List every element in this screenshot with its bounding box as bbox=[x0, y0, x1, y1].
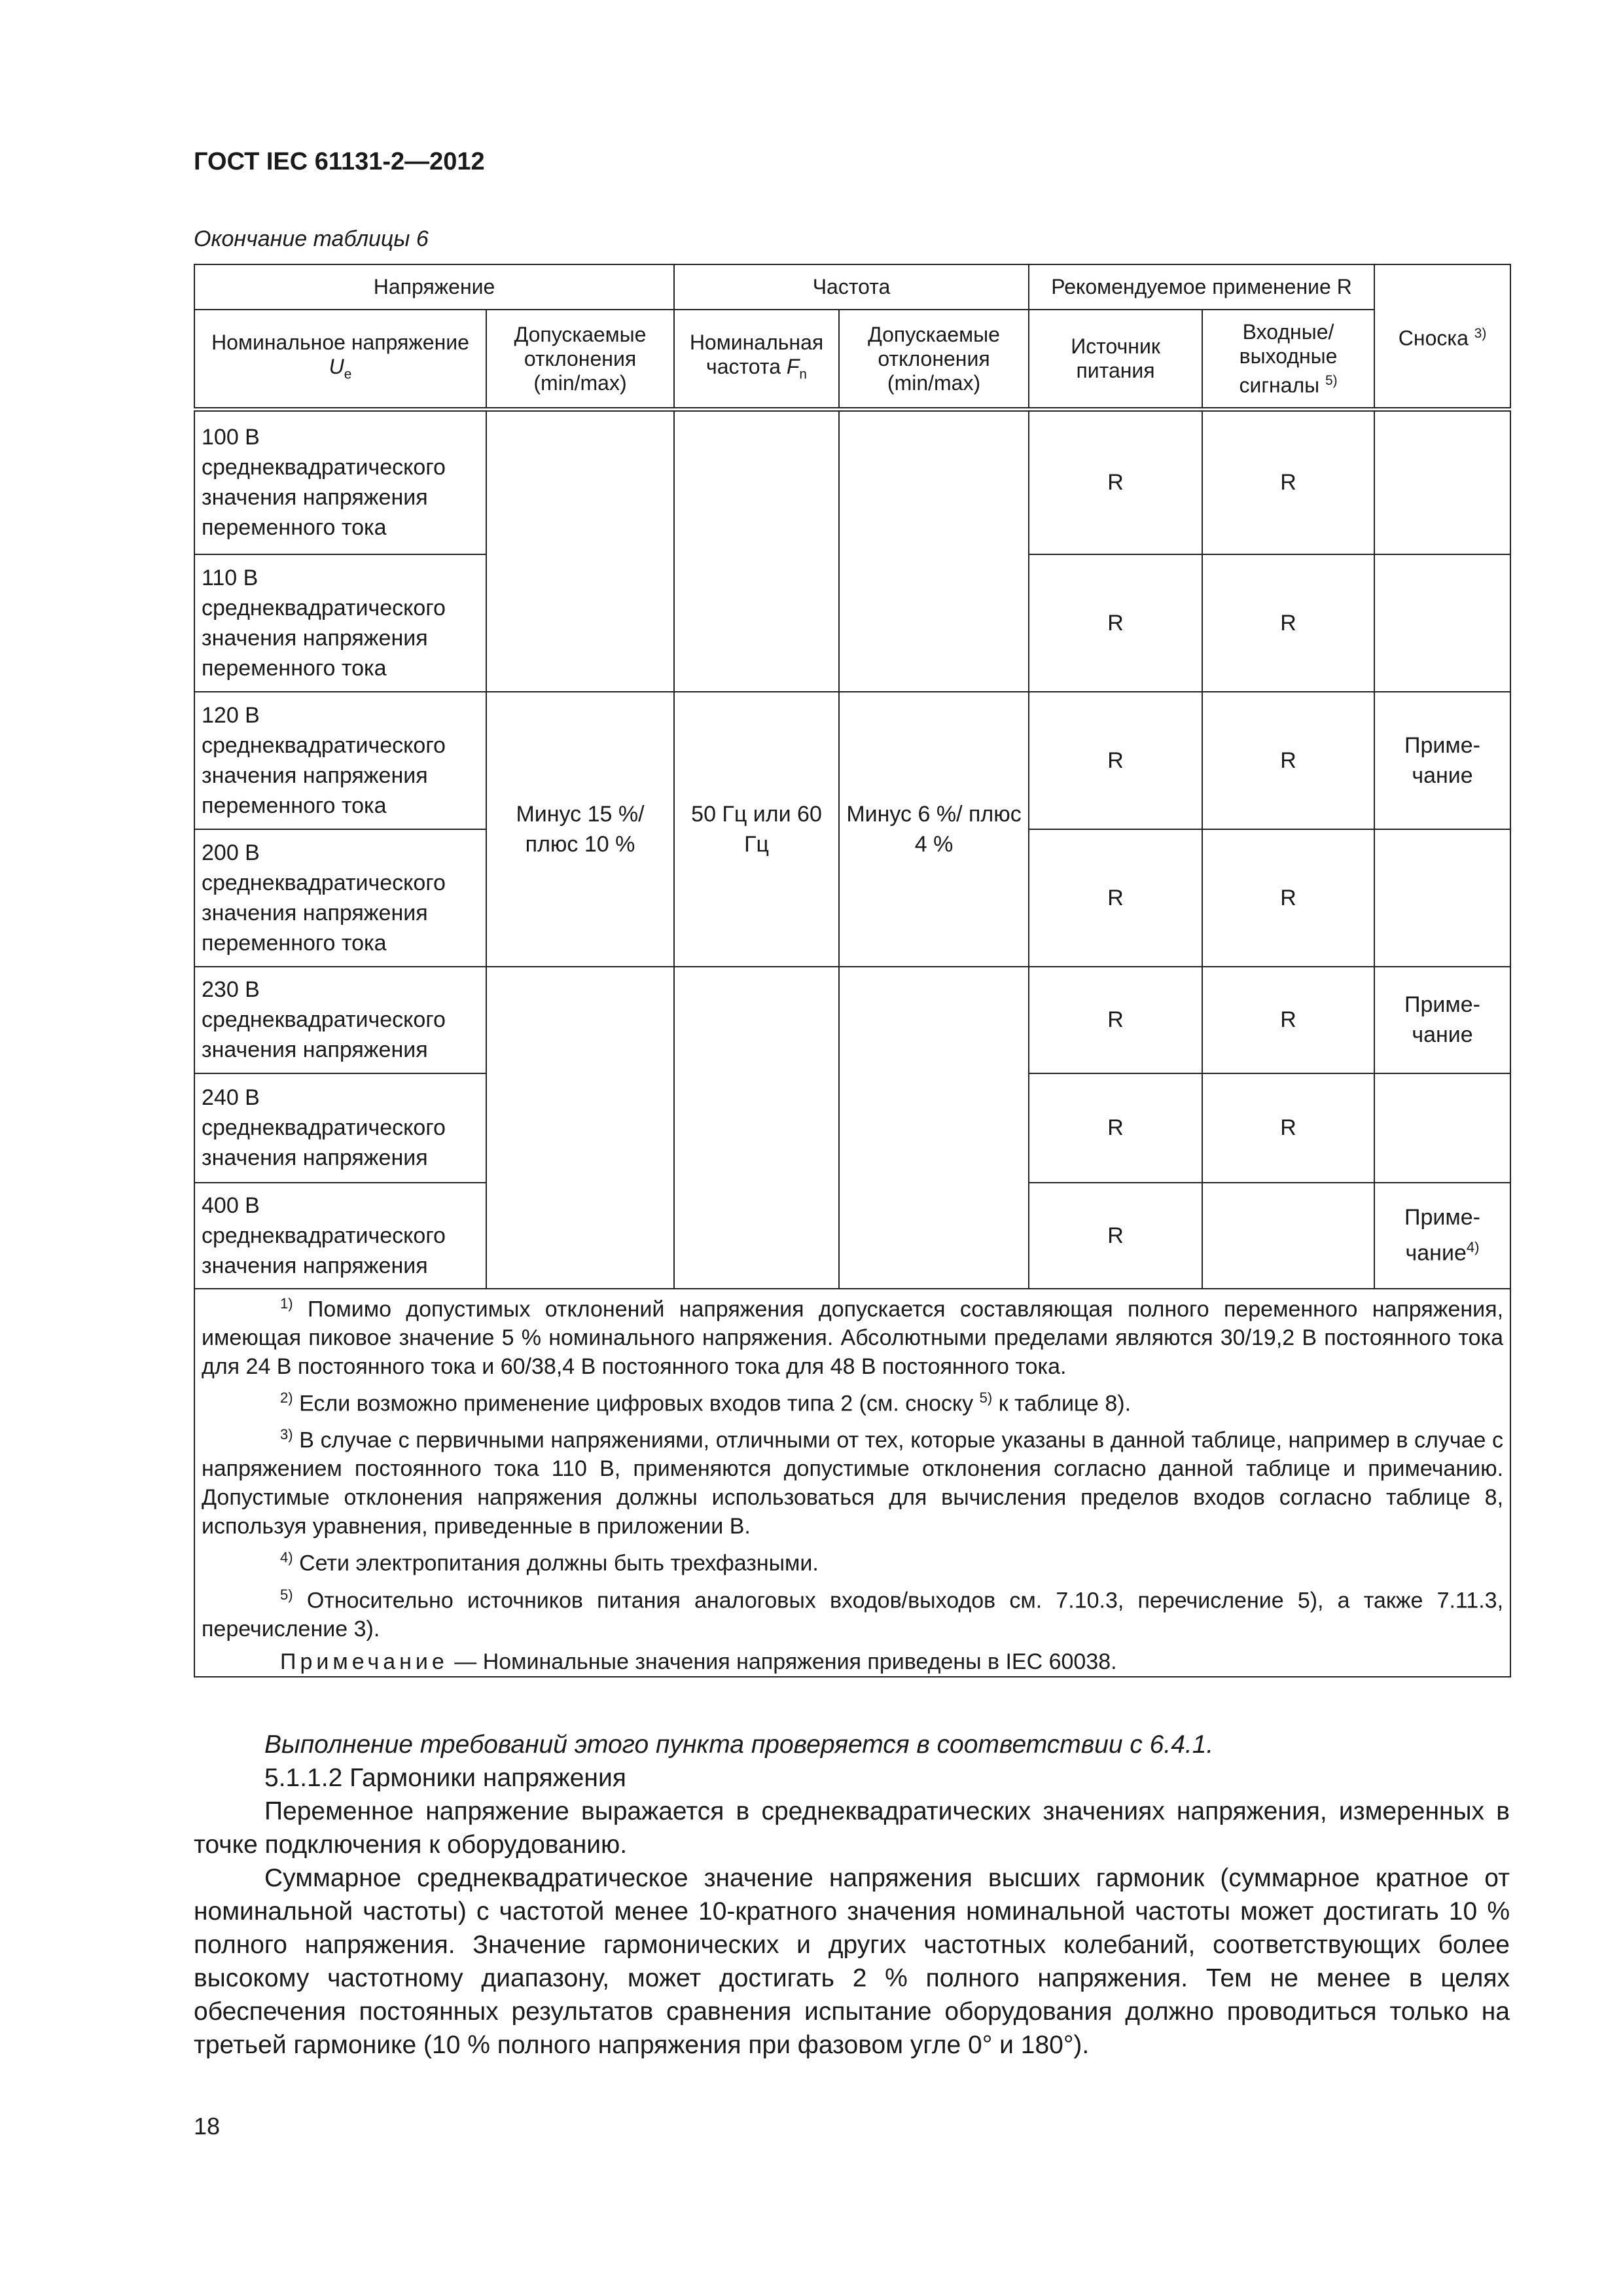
footnote-text: Помимо допустимых отклонений напряжения допускается составляющая полного переменного напряжения, имеющая пиковое значение 5 % номинального напряжения. Абсолютными пределами являются 30/19,2 В постоянного тока для 24 В постоянного тока и 60/38,4 В постоянного тока для 48 В постоянного тока. bbox=[202, 1296, 1504, 1379]
header-power-source: Источник питания bbox=[1029, 310, 1202, 410]
footnote-2 bbox=[202, 1384, 1503, 1418]
note-cell: Приме-чание bbox=[1374, 967, 1510, 1073]
io-signals-cell: R bbox=[1202, 692, 1374, 829]
header-frequency-tolerance: Допускаемые отклонения (min/max) bbox=[839, 310, 1029, 410]
power-source-cell: R bbox=[1029, 1183, 1202, 1289]
footnotes-row bbox=[194, 1289, 1510, 1677]
merged-frequency: 50 Гц или 60 Гц bbox=[674, 692, 839, 967]
voltage-cell: 230 В среднеквадратического значения напряжения bbox=[194, 967, 486, 1073]
note-cell bbox=[1374, 554, 1510, 692]
table-note-text: — Номинальные значения напряжения приведены в IEC 60038. bbox=[448, 1649, 1117, 1675]
footnote-ref: 1) bbox=[280, 1295, 293, 1312]
footnote-text: Относительно источников питания аналоговых входов/выходов см. 7.10.3, перечисление 5), а также 7.11.3, перечисление 3). bbox=[202, 1588, 1504, 1642]
footnote-text: Сети электропитания должны быть трехфазными. bbox=[293, 1551, 819, 1576]
note-cell bbox=[1374, 410, 1510, 554]
footnote-ref: 5) bbox=[280, 1586, 293, 1603]
power-source-cell: R bbox=[1029, 967, 1202, 1073]
voltage-cell: 240 В среднеквадратического значения напряжения bbox=[194, 1073, 486, 1183]
header-nominal-voltage bbox=[194, 310, 486, 410]
note-label: Приме-чание bbox=[1404, 1205, 1480, 1266]
voltage-cell: 200 В среднеквадратического значения напряжения переменного тока bbox=[194, 829, 486, 967]
footnote-ref: 3) bbox=[280, 1426, 293, 1443]
header-recommended: Рекомендуемое применение R bbox=[1029, 264, 1374, 310]
verification-paragraph: Выполнение требований этого пункта проверяется в соответствии с 6.4.1. bbox=[264, 1731, 1214, 1759]
header-voltage-tolerance: Допускаемые отклонения (min/max) bbox=[486, 310, 674, 410]
footnote-3 bbox=[202, 1420, 1503, 1541]
empty-cell bbox=[839, 967, 1029, 1289]
footnote-text: Если возможно применение цифровых входов типа 2 (см. сноску bbox=[293, 1391, 980, 1416]
table-note bbox=[202, 1647, 1503, 1676]
power-source-cell: R bbox=[1029, 692, 1202, 829]
footnote-text: В случае с первичными напряжениями, отличными от тех, которые указаны в данной таблице, например в случае с напряжением постоянного тока 110 В, применяются допустимые отклонения согласно данной таблице и примечанию. Допустимые отклонения напряжения должны использоваться для вычисления пределов входов согласно таблице 8, используя уравнения, приведенные в приложении В. bbox=[202, 1427, 1504, 1539]
footnote-5 bbox=[202, 1581, 1503, 1643]
power-source-cell: R bbox=[1029, 554, 1202, 692]
footnote-ref: 4) bbox=[280, 1549, 293, 1566]
header-io-signals-ref: 5) bbox=[1325, 372, 1338, 388]
header-footnote-label: Сноска bbox=[1398, 326, 1469, 350]
voltage-table bbox=[194, 264, 1511, 1677]
io-signals-cell bbox=[1202, 1183, 1374, 1289]
header-nominal-frequency-sub: n bbox=[799, 367, 807, 382]
empty-cell bbox=[486, 410, 674, 692]
header-io-signals bbox=[1202, 310, 1374, 410]
voltage-cell: 110 В среднеквадратического значения напряжения переменного тока bbox=[194, 554, 486, 692]
empty-cell bbox=[839, 410, 1029, 692]
table-row bbox=[194, 410, 1510, 554]
power-source-cell: R bbox=[1029, 1073, 1202, 1183]
document-header: ГОСТ IEC 61131-2—2012 bbox=[194, 148, 485, 175]
table-row bbox=[194, 967, 1510, 1073]
footnote-inner-ref: 5) bbox=[979, 1389, 993, 1406]
header-nominal-frequency bbox=[674, 310, 839, 410]
note-cell bbox=[1374, 829, 1510, 967]
empty-cell bbox=[674, 410, 839, 692]
body-paragraph: Суммарное среднеквадратическое значение напряжения высших гармоник (суммарное кратное от номинальной частоты) с частотой менее 10-кратного значения номинальной частоты может достигать 10 % полного напряжения. Значение гармонических и других частотных колебаний, соответствующих более высокому частотному диапазону, может достигать 2 % полного напряжения. Тем не менее в целях обеспечения постоянных результатов сравнения испытание оборудования должно проводиться только на третьей гармонике (10 % полного напряжения при фазовом угле 0° и 180°). bbox=[194, 1864, 1510, 2059]
footnotes-cell bbox=[194, 1289, 1510, 1677]
footnote-1 bbox=[202, 1289, 1503, 1381]
header-footnote-ref: 3) bbox=[1474, 326, 1487, 342]
power-source-cell: R bbox=[1029, 410, 1202, 554]
body-text bbox=[194, 1728, 1510, 2062]
footnote-text: к таблице 8). bbox=[992, 1391, 1132, 1416]
voltage-cell: 120 В среднеквадратического значения напряжения переменного тока bbox=[194, 692, 486, 829]
merged-frequency-tolerance: Минус 6 %/ плюс 4 % bbox=[839, 692, 1029, 967]
table-note-label: Примечание bbox=[280, 1649, 448, 1675]
header-nominal-frequency-label: Номинальная частота bbox=[689, 331, 824, 379]
note-cell bbox=[1374, 1183, 1510, 1289]
header-io-signals-label: Входные/ выходные сигналы bbox=[1239, 319, 1338, 397]
header-frequency: Частота bbox=[674, 264, 1029, 310]
empty-cell bbox=[486, 967, 674, 1289]
page-number: 18 bbox=[194, 2113, 221, 2140]
power-source-cell: R bbox=[1029, 829, 1202, 967]
body-paragraph: Переменное напряжение выражается в среднеквадратических значениях напряжения, измеренных в точке подключения к оборудованию. bbox=[194, 1797, 1510, 1859]
note-ref: 4) bbox=[1466, 1239, 1480, 1256]
footnote-4 bbox=[202, 1543, 1503, 1577]
voltage-cell: 100 В среднеквадратического значения напряжения переменного тока bbox=[194, 410, 486, 554]
note-cell bbox=[1374, 1073, 1510, 1183]
footnote-ref: 2) bbox=[280, 1389, 293, 1406]
header-nominal-voltage-label: Номинальное напряжение bbox=[211, 331, 469, 355]
merged-voltage-tolerance: Минус 15 %/ плюс 10 % bbox=[486, 692, 674, 967]
header-voltage: Напряжение bbox=[194, 264, 674, 310]
voltage-cell: 400 В среднеквадратического значения напряжения bbox=[194, 1183, 486, 1289]
table-caption: Окончание таблицы 6 bbox=[194, 226, 429, 251]
io-signals-cell: R bbox=[1202, 554, 1374, 692]
header-footnote bbox=[1374, 264, 1510, 410]
header-nominal-voltage-sub: e bbox=[344, 367, 352, 382]
empty-cell bbox=[674, 967, 839, 1289]
header-nominal-frequency-symbol: F bbox=[786, 355, 800, 379]
io-signals-cell: R bbox=[1202, 967, 1374, 1073]
note-cell: Приме-чание bbox=[1374, 692, 1510, 829]
table-row bbox=[194, 692, 1510, 829]
io-signals-cell: R bbox=[1202, 410, 1374, 554]
io-signals-cell: R bbox=[1202, 1073, 1374, 1183]
section-heading: 5.1.1.2 Гармоники напряжения bbox=[264, 1764, 626, 1792]
header-nominal-voltage-symbol: U bbox=[329, 355, 344, 379]
io-signals-cell: R bbox=[1202, 829, 1374, 967]
